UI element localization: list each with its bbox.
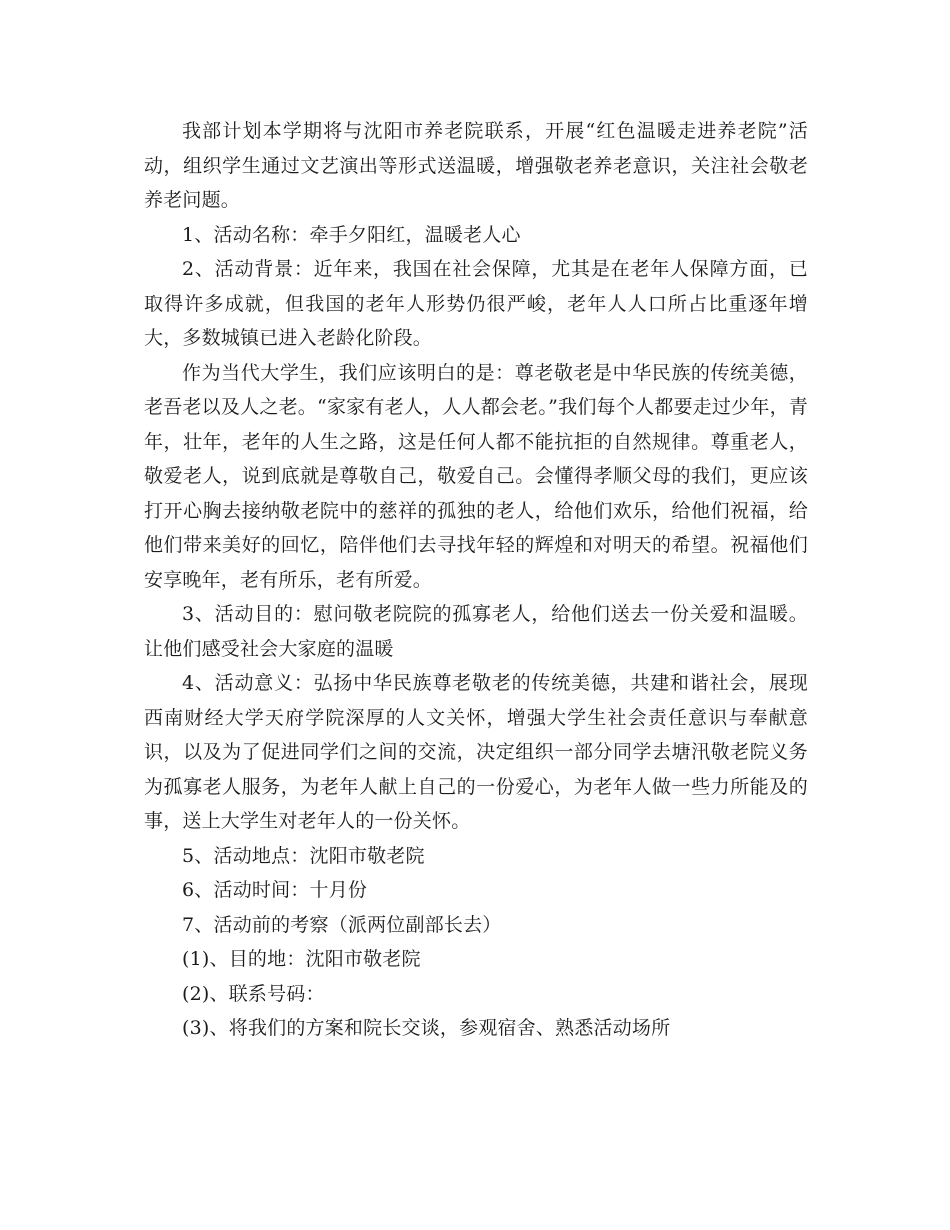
activity-significance-paragraph: 4、活动意义：弘扬中华民族尊老敬老的传统美德，共建和谐社会，展现西南财经大学天府学院深厚的人文关怀，增强大学生社会责任意识与奉献意识，以及为了促进同学们之间的交流，决定组织一部分同学去塘汛敬老院义务为孤寡老人服务，为老年人献上自己的一份爱心，为老年人做一些力所能及的事，送上大学生对老年人的一份关怀。 [144,672,808,832]
survey-plan-discussion-item: (3)、将我们的方案和院长交谈，参观宿舍、熟悉活动场所 [182,1017,671,1039]
activity-purpose-paragraph: 3、活动目的：慰问敬老院院的孤寡老人，给他们送去一份关爱和温暖。让他们感受社会大家庭的温暖 [144,603,808,660]
activity-location-paragraph: 5、活动地点：沈阳市敬老院 [182,844,425,867]
pre-activity-survey-paragraph: 7、活动前的考察（派两位副部长去） [182,913,502,936]
activity-name-paragraph: 1、活动名称：牵手夕阳红，温暖老人心 [182,223,521,246]
activity-time-paragraph: 6、活动时间：十月份 [182,879,368,901]
survey-destination-item: (1)、目的地：沈阳市敬老院 [182,948,421,970]
document-body [144,114,808,1046]
activity-background-paragraph: 2、活动背景：近年来，我国在社会保障，尤其是在老年人保障方面，已取得许多成就，但我国的老年人形势仍很严峻，老年人人口所占比重逐年增大，多数城镇已进入老龄化阶段。 [144,258,808,349]
college-student-paragraph: 作为当代大学生，我们应该明白的是：尊老敬老是中华民族的传统美德，老吾老以及人之老。“家家有老人，人人都会老。”我们每个人都要走过少年，青年，壮年，老年的人生之路，这是任何人都不能抗拒的自然规律。尊重老人，敬爱老人，说到底就是尊敬自己，敬爱自己。会懂得孝顺父母的我们，更应该打开心胸去接纳敬老院中的慈祥的孤独的老人，给他们欢乐，给他们祝福，给他们带来美好的回忆，陪伴他们去寻找年轻的辉煌和对明天的希望。祝福他们安享晚年，老有所乐，老有所爱。 [144,361,808,591]
intro-paragraph: 我部计划本学期将与沈阳市养老院联系，开展“红色温暖走进养老院”活动，组织学生通过文艺演出等形式送温暖，增强敬老养老意识，关注社会敬老养老问题。 [144,120,808,211]
survey-contact-number-item: (2)、联系号码： [182,982,325,1005]
